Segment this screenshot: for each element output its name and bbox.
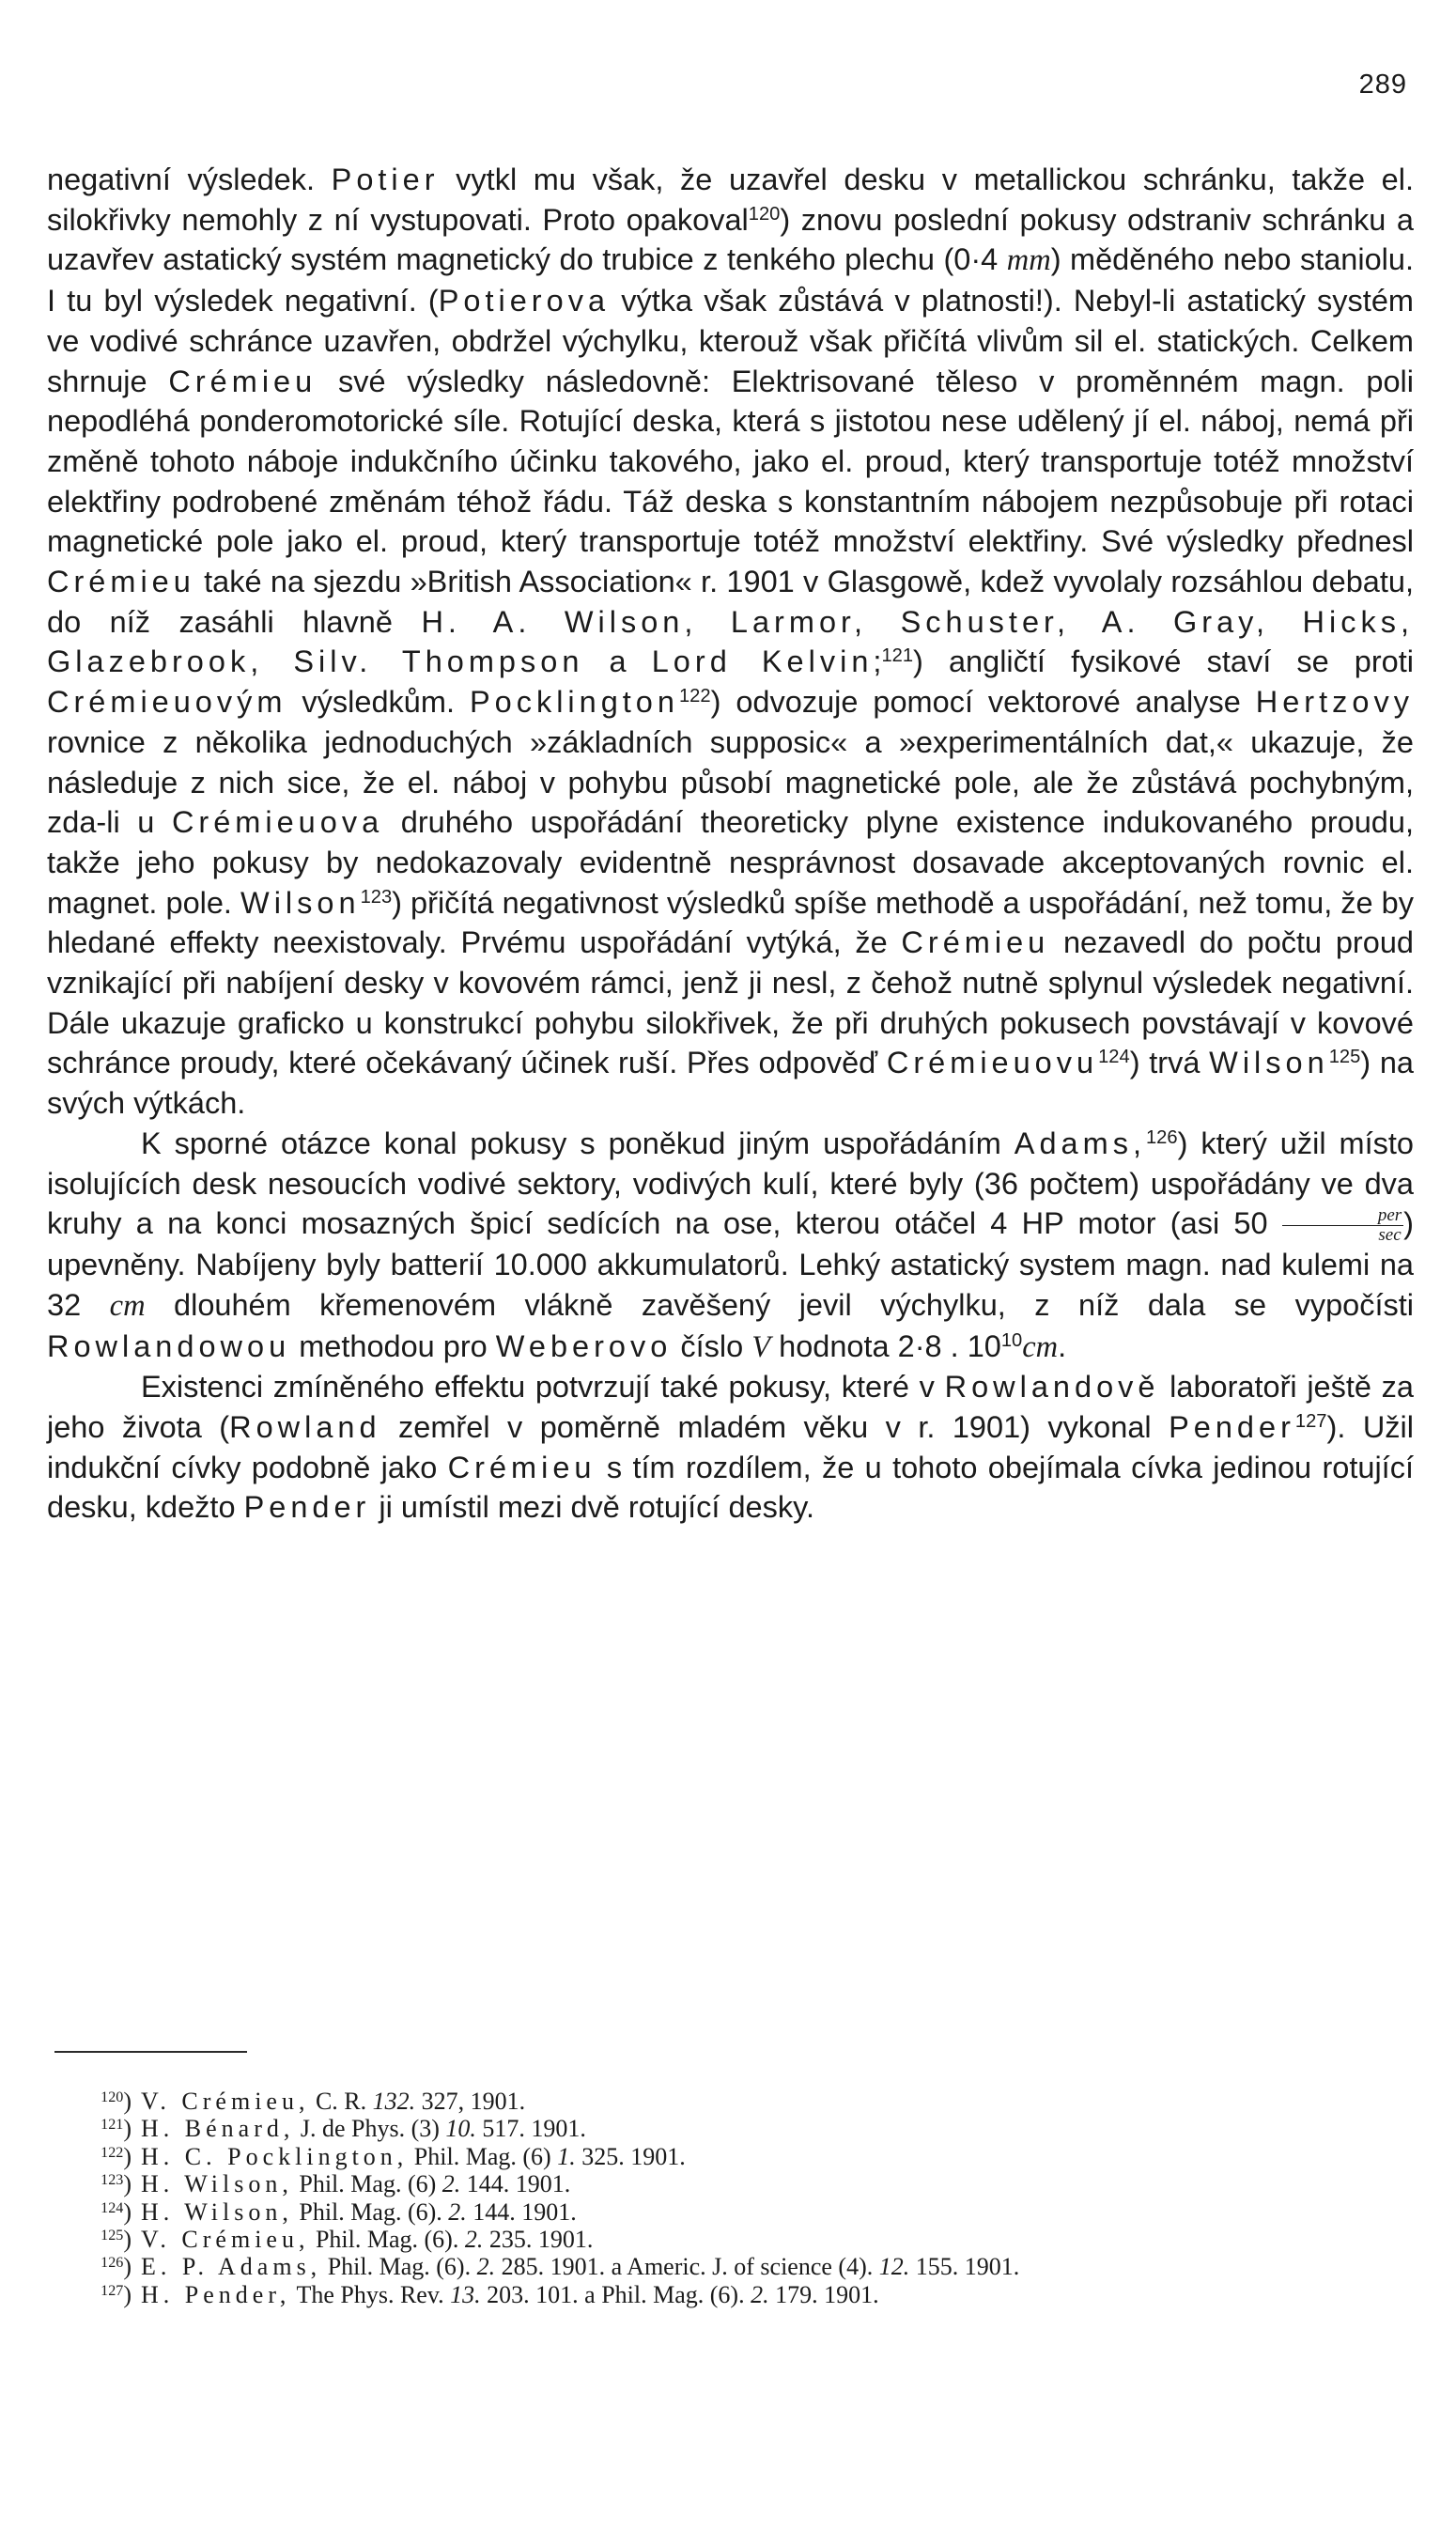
footnote-ref: 126 — [1145, 1126, 1178, 1148]
footnote-ref: 127 — [1294, 1410, 1327, 1432]
footnote-121: $^{121}$) H. Bénard, J. de Phys. (3) 10. 517. 1901. — [101, 2115, 586, 2143]
footnotes — [47, 2088, 1414, 2308]
author-name: Wilson — [1209, 1046, 1329, 1080]
author-name: Hertzovy — [1255, 685, 1414, 720]
footnote-ref: 125 — [1328, 1047, 1361, 1068]
footnote-124: $^{124}$) H. Wilson, Phil. Mag. (6). 2. 144. 1901. — [101, 2197, 577, 2226]
author-name: Potierova — [438, 284, 611, 318]
footnote-ref: 121 — [881, 645, 914, 667]
author-name: Weberovo — [495, 1328, 673, 1363]
footnote-ref: 123 — [360, 886, 393, 908]
author-name: Lord Kelvin — [651, 644, 874, 679]
footnote-122: $^{122}$) H. C. Pocklington, Phil. Mag. (6) 1. 325. 1901. — [101, 2142, 686, 2170]
paragraph-2: K sporné otázce konal pokusy s poněkud jiným uspořádáním Adams,$^{126}$) který užil místo isolujících desk nesoucích vodivé sektory, vodivých kulí, které byly (36 počtem) uspořádány ve dva kruhy a na konci mosazných špicí sedících na ose, kterou otáčel 4 HP motor (asi 50 $\frac{\text{per}}{\sec}$ ) upevněny. Nabíjeny byly batterií 10.000 akkumulatorů. Lehký astatický system magn. nad kulemi na 32 cm dlouhém křemenovém vlákně zavěšený jevil výchylku, z níž dala se vypočísti Rowlandowou methodou pro Weberovo číslo V hodnota 2·8 . 10$^{10}$cm. — [47, 1126, 1415, 1364]
footnote-ref: 122 — [678, 686, 711, 707]
footnote-divider — [54, 2051, 247, 2053]
author-name: Crémieu — [901, 925, 1050, 960]
author-name: Crémieu — [168, 364, 318, 398]
page-number: 289 — [1358, 70, 1407, 100]
author-name: Pender — [1169, 1410, 1295, 1445]
footnote-126: $^{126}$) E. P. Adams, Phil. Mag. (6). 2. 285. 1901. a Americ. J. of science (4). 12. 155. 1901. — [101, 2253, 1020, 2281]
author-name: Rowlandowou — [47, 1328, 291, 1363]
footnote-123: $^{123}$) H. Wilson, Phil. Mag. (6) 2. 144. 1901. — [101, 2170, 571, 2198]
paragraph-1: negativní výsledek. Potier vytkl mu však, že uzavřel desku v metallickou schránku, takže el. silokřivky nemohly z ní vystupovati. Proto opakoval$^{120}$) znovu poslední pokusy odstraniv schránku a uzavřev astatický systém magnetický do trubice z tenkého plechu (0·4 mm) měděného nebo staniolu. I tu byl výsledek negativní. (Potierova výtka však zůstává v platnosti!). Nebyl-li astatický systém ve vodivé schránce uzavřen, obdržel výchylku, kterouž však přičítá vlivům sil el. statických. Celkem shrnuje Crémieu své výsledky následovně: Elektrisované těleso v proměnném magn. poli nepodléhá ponderomotorické síle. Rotující deska, která s jistotou nese udělený jí el. náboj, nemá při změně tohoto náboje indukčního účinku takového, jako el. proud, který transportuje totéž množství elektřiny podrobené změnám téhož řádu. Táž deska s konstantním nábojem nezpůsobuje při rotaci magnetické pole jako el. proud, který transportuje totéž množství elektřiny. Své výsledky přednesl Crémieu také na sjezdu »British Association« r. 1901 v Glasgowě, kdež vyvolaly rozsáhlou debatu, do níž zasáhli hlavně H. A. Wilson, Larmor, Schuster, A. Gray, Hicks, Glazebrook, Silv. Thompson a Lord Kelvin;$^{121}$) angličtí fysikové staví se proti Crémieuovým výsledkům. Pocklington$^{122}$) odvozuje pomocí vektorové analyse Hertzovy rovnice z několika jednoduchých »základních supposic« a »experimentálních dat,« ukazuje, že následuje z nich sice, že el. náboj v pohybu působí magnetické pole, ale že zůstává pochybným, zda-li u Crémieuova druhého uspořádání theoreticky plyne existence indukovaného proudu, takže jeho pokusy by nedokazovaly evidentně nesprávnost dosavade akceptovaných rovnic el. magnet. pole. Wilson$^{123}$) přičítá negativnost výsledků spíše methodě a uspořádání, než tomu, že by hledané effekty neexistovaly. Prvému uspořádání vytýká, že Crémieu nezavedl do počtu proud vznikající při nabíjení desky v kovovém rámci, jenž ji nesl, z čehož nutně splynul výsledek negativní. Dále ukazuje graficko u konstrukcí pohybu silokřivek, že při druhých pokusech povstávají v kovové schránce proudy, které očekávaný účinek ruší. Přes odpověď Crémieuovu$^{124}$) trvá Wilson$^{125}$) na svých výtkách. — [47, 163, 1415, 1121]
author-names: H. A. Wilson, Larmor, Schuster, A. Gray, Hicks, Glazebrook, Silv. Thompson — [47, 604, 1415, 679]
author-name: Crémieu — [47, 565, 195, 599]
author-name: Wilson — [240, 885, 361, 920]
author-name: Crémieuova — [171, 805, 384, 840]
footnote-ref: 124 — [1098, 1047, 1130, 1068]
footnote-120: $^{120}$) V. Crémieu, C. R. 132. 327, 1901. — [101, 2088, 526, 2115]
body-text — [47, 160, 1414, 1528]
author-name: Pender — [243, 1490, 371, 1525]
author-name: Rowland — [229, 1410, 381, 1445]
footnote-127: $^{127}$) H. Pender, The Phys. Rev. 13. 203. 101. a Phil. Mag. (6). 2. 179. 1901. — [101, 2280, 879, 2308]
author-name: Rowlandově — [944, 1370, 1160, 1405]
footnote-125: $^{125}$) V. Crémieu, Phil. Mag. (6). 2. 235. 1901. — [101, 2226, 594, 2254]
unit-fraction: $\frac{\text{per}}{\sec}$ — [1282, 1206, 1403, 1245]
author-name: Potier — [331, 163, 440, 196]
author-name: Adams, — [1014, 1126, 1146, 1160]
footnote-ref: 120 — [748, 203, 781, 225]
author-name: Crémieu — [447, 1450, 596, 1484]
author-name: Crémieuovu — [886, 1046, 1099, 1080]
paragraph-3: Existenci zmíněného effektu potvrzují také pokusy, které v Rowlandově laboratoři ještě za jeho života (Rowland zemřel v poměrně mladém věku v r. 1901) vykonal Pender$^{127}$). Užil indukční cívky podobně jako Crémieu s tím rozdílem, že u tohoto obejímala cívka jedinou rotující desku, kdežto Pender ji umístil mezi dvě rotující desky. — [47, 1370, 1414, 1525]
author-name: Crémieuovým — [47, 685, 287, 720]
author-name: Pocklington — [469, 685, 679, 720]
